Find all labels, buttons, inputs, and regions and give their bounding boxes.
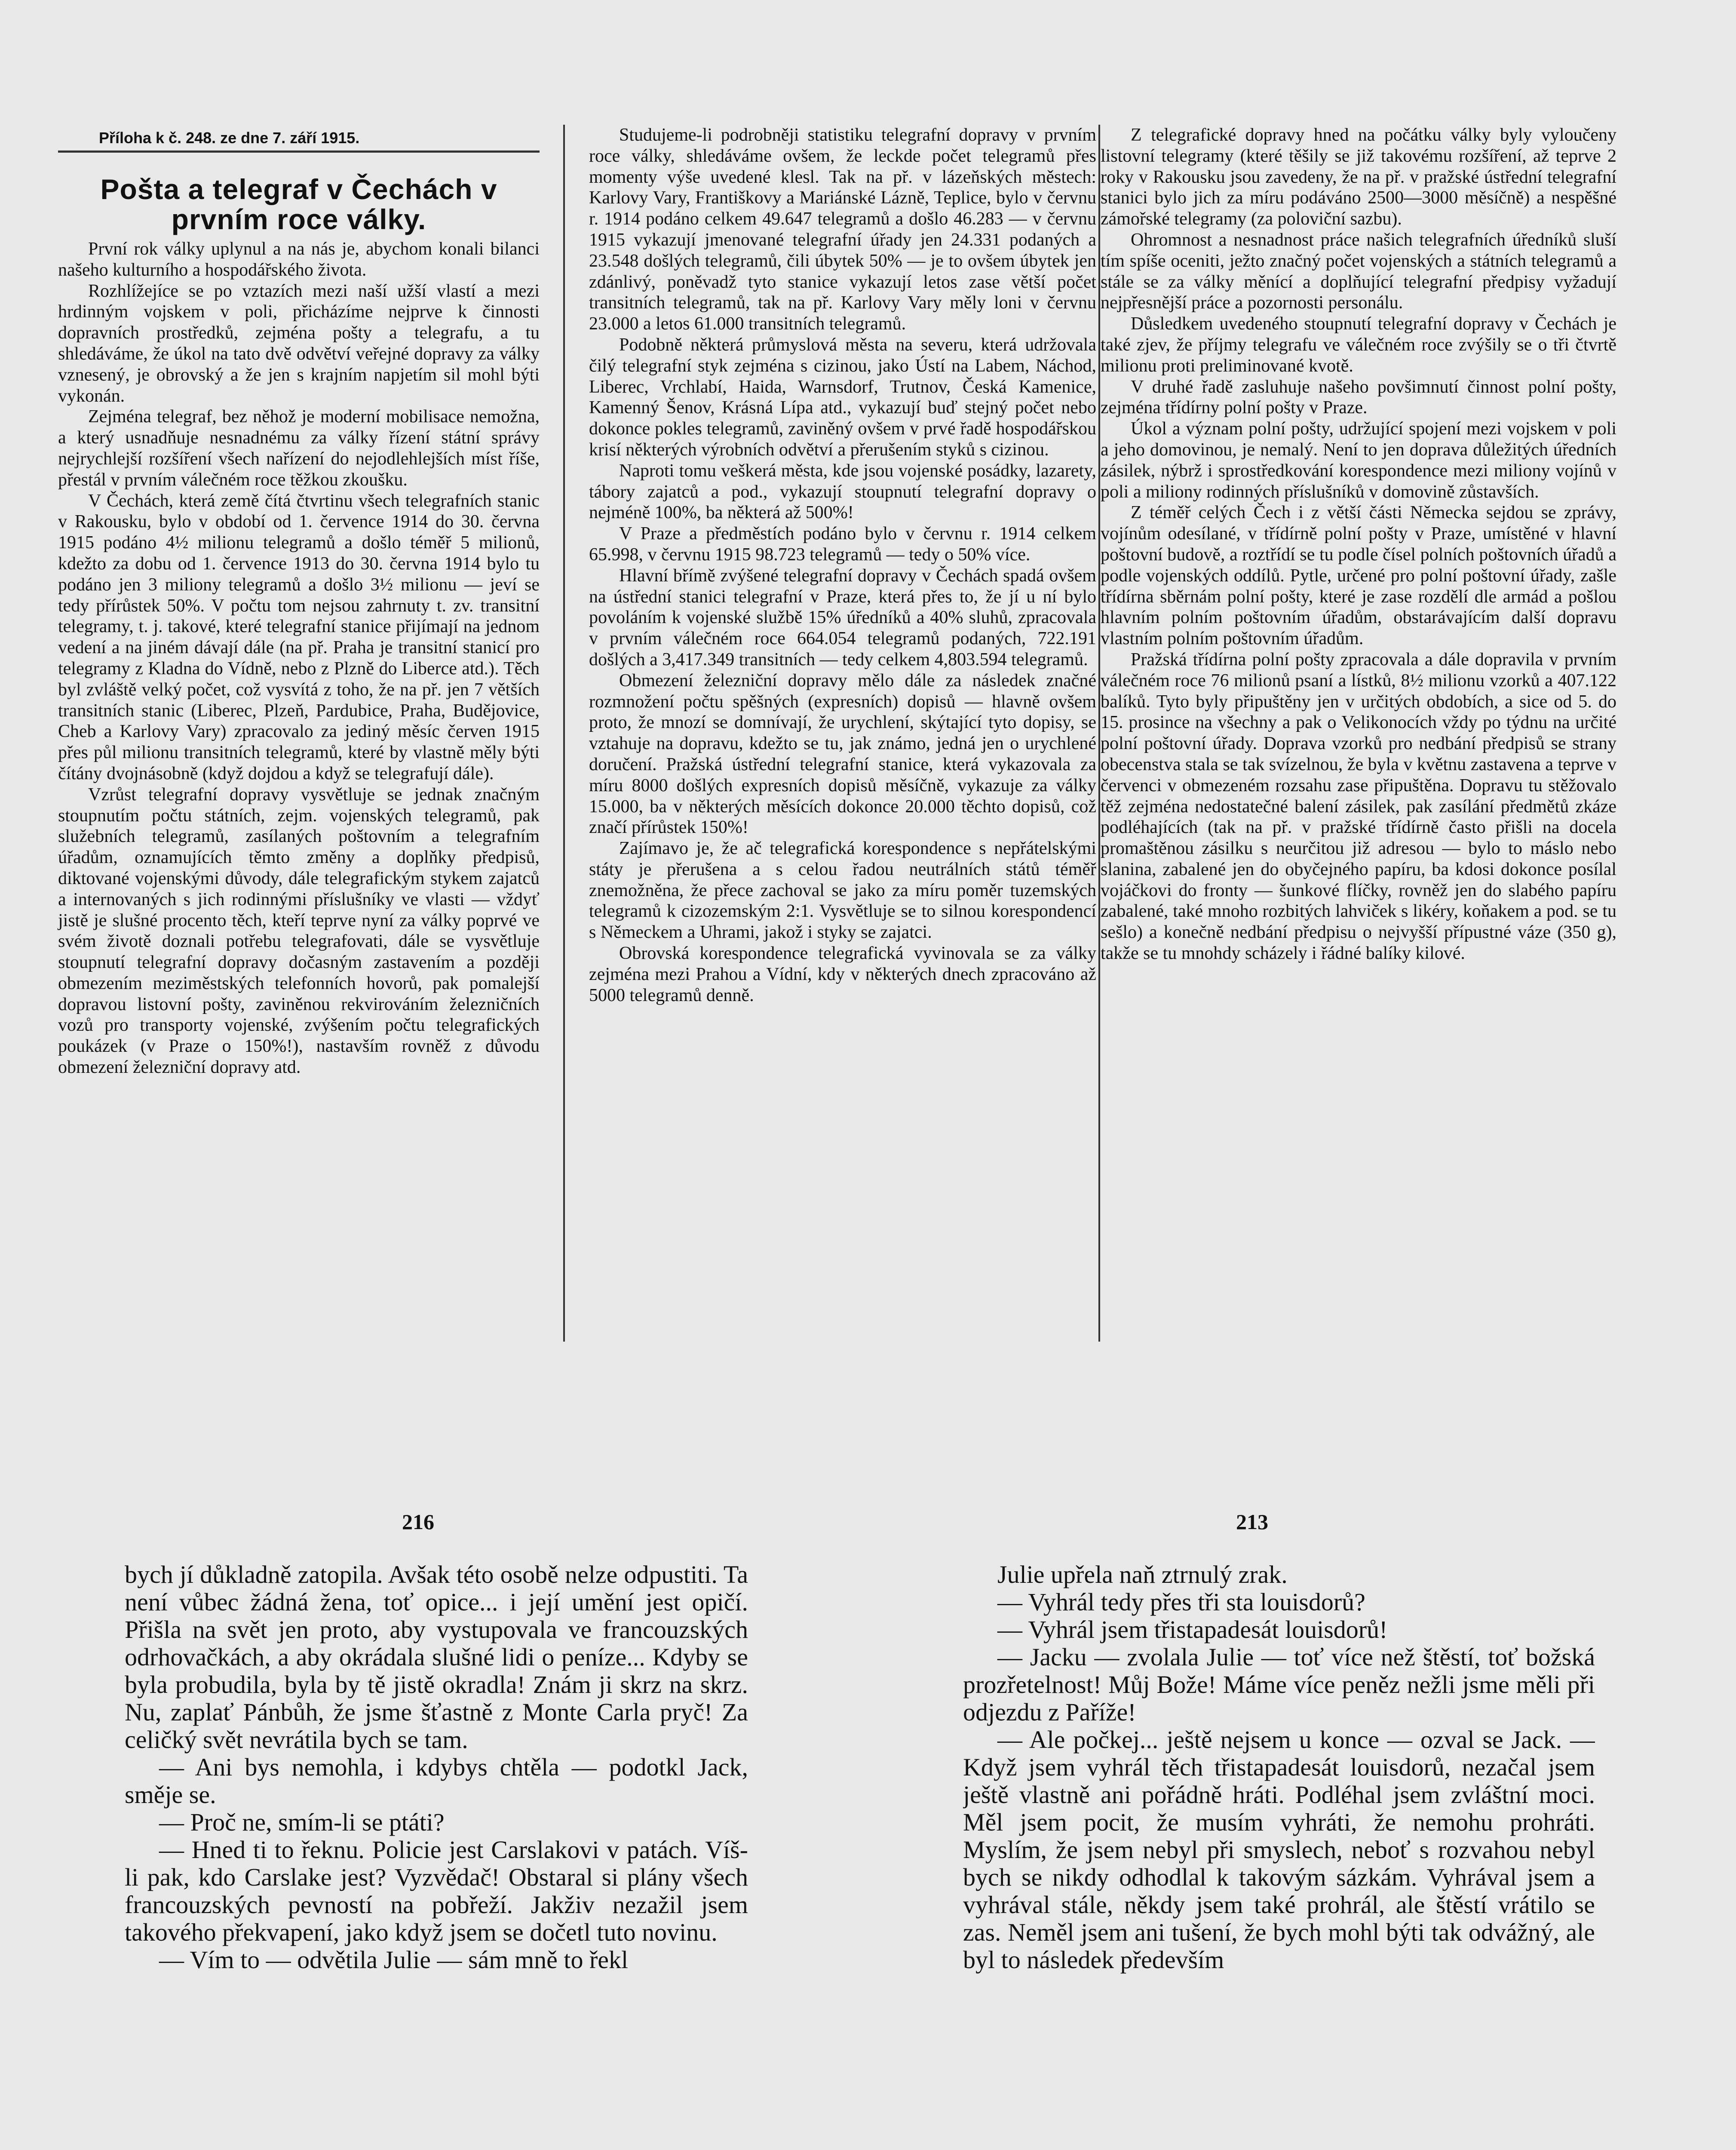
paragraph: — Ani bys nemohla, i kdybys chtěla — podotkl Jack, směje se. <box>125 1753 748 1809</box>
paragraph: Podobně některá průmyslová města na severu, která udržovala čilý telegrafní styk zejména s cizinou, jako Ústí na Labem, Náchod, Liberec, Vrchlabí, Haida, Warnsdorf, Trutnov, Česká Kamenice, Kamenný Šenov, Krásná Lípa atd., vykazují buď stejný počet nebo dokonce pokles telegramů, zaviněný ovšem v prvé řadě hospodářskou krisí některých výrobních odvětví a přerušením styků s cizinou. <box>589 335 1096 460</box>
paragraph: — Jacku — zvolala Julie — toť více než štěstí, toť božská prozřetelnost! Můj Bože! Máme více peněz nežli jsme měli při odjezdu z Paříže! <box>963 1643 1595 1726</box>
paragraph: — Hned ti to řeknu. Policie jest Carslakovi v patách. Víš-li pak, kdo Carslake jest? Vyzvědač! Obstaral si plány všech francouzských pevností na pobřeží. Jakživ nezažil jsem takového překvapení, jako když jsem se dočetl tuto novinu. <box>125 1836 748 1946</box>
page-number-left: 216 <box>402 1510 434 1534</box>
paragraph: Z téměř celých Čech i z větší části Německa sejdou se zprávy, vojínům odesílané, v třídírně polní pošty v Praze, umístěné v hlavní poštovní budově, a roztřídí se tu podle čísel polních poštovních úřadů a podle vojenských oddílů. Pytle, určené pro polní poštovní úřady, zašle třídírna sběrnám polní pošty, které je zase rozdělí dle armád a pošlou hlavním polním poštovním úřadům, obstarávajícím další dopravu vlastním polním poštovním úřadům. <box>1101 503 1616 649</box>
paragraph: Julie upřela naň ztrnulý zrak. <box>997 1561 1288 1588</box>
paragraph: Zajímavo je, že ač telegrafická korespondence s nepřátelskými státy je přerušena a s celou řadou neutrálních států téměř znemožněna, že přece zachoval se jako za míru poměr tuzemských telegramů k cizozemským 2:1. Vysvětluje se to silnou korespondencí s Německem a Uhrami, jakož i styky se zajatci. <box>589 838 1096 943</box>
book-page-left <box>125 1561 748 2150</box>
book-page-right <box>963 1561 1595 2150</box>
paragraph: Z telegrafické dopravy hned na počátku války byly vyloučeny listovní telegramy (které těšily se již takovému rozšíření, až teprve 2 roky v Rakousku jsou zavedeny, že na př. v pražské ústřední telegrafní stanici bylo jich za míru podáváno 2500—3000 měsíčně) a nespěšné zámořské telegramy (za poloviční sazbu). <box>1101 125 1616 229</box>
paragraph: Vzrůst telegrafní dopravy vysvětluje se jednak značným stoupnutím počtu státních, zejm. vojenských telegramů, pak služebních telegramů, zasílaných poštovním a telegrafním úřadům, oznamujících těmto změny a doplňky předpisů, diktované vojenskými důvody, dále telegrafickým stykem zajatců a internovaných s jich rodinnými příslušníky ve vlasti — vždyť jistě je slušné procento těch, kteří teprve nyní za války poprvé ve svém životě doznali potřebu telegrafovati, dále se vysvětluje stoupnutí telegrafní dopravy dočasným zastavením a později obmezením meziměstských telefonních hovorů, pak pomalejší dopravou listovní pošty, zaviněnou rekvirováním železničních vozů pro transporty vojenské, zvýšením počtu telegrafických poukázek (v Praze o 150%!), nastavším rovněž z důvodu obmezení železniční dopravy atd. <box>58 784 540 1078</box>
supplement-header: Příloha k č. 248. ze dne 7. září 1915. <box>99 129 360 147</box>
column-divider-2 <box>1098 125 1100 1342</box>
column-divider-1 <box>563 125 565 1342</box>
paragraph: — Vyhrál tedy přes tři sta louisdorů? <box>997 1588 1365 1616</box>
paragraph: Ohromnost a nesnadnost práce našich telegrafních úředníků sluší tím spíše oceniti, ježto značný počet vojenských a státních telegramů a stále se za války měnící a doplňující telegrafní předpisy vyžadují nejpřesnější práce a pozornosti personálu. <box>1101 230 1616 313</box>
paragraph: Důsledkem uvedeného stoupnutí telegrafní dopravy v Čechách je také zjev, že příjmy telegrafu ve válečném roce zvýšily se o tři čtvrtě milionu proti preliminované kvotě. <box>1101 314 1616 376</box>
paragraph: V Praze a předměstích podáno bylo v červnu r. 1914 celkem 65.998, v červnu 1915 98.723 telegramů — tedy o 50% více. <box>589 524 1096 565</box>
article-title: Pošta a telegraf v Čechách v prvním roce války. <box>100 173 497 235</box>
paragraph: Úkol a význam polní pošty, udržující spojení mezi vojskem v poli a jeho domovinou, je nemalý. Není to jen doprava důležitých úředních zásilek, nýbrž i sprostředkování korespondence mezi miliony vojínů v poli a miliony rodinných příslušníků v domovině zůstavších. <box>1101 419 1616 502</box>
article-column-2 <box>589 125 1096 1006</box>
paragraph: První rok války uplynul a na nás je, abychom konali bilanci našeho kulturního a hospodářského života. <box>58 239 540 280</box>
paragraph: V druhé řadě zasluhuje našeho povšimnutí činnost polní pošty, zejména třídírny polní pošty v Praze. <box>1101 377 1616 418</box>
paragraph: — Proč ne, smím-li se ptáti? <box>159 1808 445 1836</box>
paragraph: Obrovská korespondence telegrafická vyvinovala se za války zejména mezi Prahou a Vídní, kdy v některých dnech zpracováno až 5000 telegramů denně. <box>589 943 1096 1005</box>
paragraph: — Ale počkej... ještě nejsem u konce — ozval se Jack. — Když jsem vyhrál těch třistapadesát louisdorů, nezačal jsem ještě vlastně ani pořádně hráti. Podléhal jsem zvláštní moci. Měl jsem pocit, že musím vyhráti, že nemohu prohráti. Myslím, že jsem nebyl při smyslech, neboť s rozvahou nebyl bych se nikdy odhodlal k takovým sázkám. Vyhrával jsem a vyhrával stále, někdy jsem také prohrál, ale štěstí vrátilo se zas. Neměl jsem ani tušení, že bych mohl býti tak odvážný, ale byl to následek především <box>963 1726 1595 1974</box>
page-number-right: 213 <box>1236 1510 1268 1534</box>
paragraph: bych jí důkladně zatopila. Avšak této osobě nelze odpustiti. Ta není vůbec žádná žena, toť opice... i její umění jest opičí. Přišla na svět jen proto, aby vystupovala ve francouzských odrhovačkách, a aby okrádala slušné lidi o peníze... Kdyby se byla probudila, byla by tě jistě okradla! Znám ji skrz na skrz. Nu, zaplať Pánbůh, že jsme šťastně z Monte Carla pryč! Za celičký svět nevrátila bych se tam. <box>125 1561 748 1754</box>
article-column-3 <box>1101 125 1616 964</box>
paragraph: Zejména telegraf, bez něhož je moderní mobilisace nemožna, a který usnadňuje nesnadnému za války řízení státní správy nejrychlejší rozšíření všech nařízení do nejodlehlejších míst říše, přestál v prvním válečném roce těžkou zkoušku. <box>58 407 540 490</box>
paragraph: Studujeme-li podrobněji statistiku telegrafní dopravy v prvním roce války, shledáváme ovšem, že leckde počet telegramů přes momenty výše uvedené klesl. Tak na př. v lázeňských městech: Karlovy Vary, Františkovy a Mariánské Lázně, Teplice, bylo v červnu r. 1914 podáno celkem 49.647 telegramů a došlo 46.283 — v červnu 1915 vykazují jmenované telegrafní úřady jen 24.331 podaných a 23.548 došlých telegramů, čili úbytek 50% — je to ovšem úbytek jen zdánlivý, poněvadž tyto stanice vykazují letos zase větší počet transitních telegramů, tak na př. Karlovy Vary měly loni v červnu 23.000 a letos 61.000 transitních telegramů. <box>589 125 1096 334</box>
paragraph: Obmezení železniční dopravy mělo dále za následek značné rozmnožení počtu spěšných (expresních) dopisů — hlavně ovšem proto, že mnozí se domnívají, že urychlení, skýtající tyto dopisy, se vztahuje na dopravu, kdežto se tu, jak známo, jedná jen o urychlené doručení. Pražská ústřední telegrafní stanice, která vykazovala za míru 8000 došlých expresních dopisů měsíčně, vykazuje za války 15.000, ba v některých měsících dokonce 20.000 těchto dopisů, což značí přírůstek 150%! <box>589 670 1096 838</box>
paragraph: Hlavní břímě zvýšené telegrafní dopravy v Čechách spadá ovšem na ústřední stanici telegrafní v Praze, která přes to, že jí u ní bylo povoláním k vojenské službě 15% úředníků a 40% sluhů, zpracovala v prvním válečném roce 664.054 telegramů podaných, 722.191 došlých a 3,417.349 transitních — tedy celkem 4,803.594 telegramů. <box>589 565 1096 670</box>
article-column-1 <box>58 239 540 1078</box>
paragraph: Pražská třídírna polní pošty zpracovala a dále dopravila v prvním válečném roce 76 milionů psaní a lístků, 8½ milionu vzorků a 407.122 balíků. Tyto byly připuštěny jen v určitých obdobích, a sice od 5. do 15. prosince na všechny a pak o Velikonocích vždy po týdnu na určité polní poštovní úřady. Doprava vzorků pro nedbání předpisů se strany obecenstva stala se tak svízelnou, že byla v květnu zastavena a teprve v červenci v obmezeném rozsahu zase připuštěna. Dopravu tu stěžovalo těž zejména nedostatečné balení zásilek, pak zasílání předmětů zkáze podléhajících (tak na př. v pražské třídírně často přišli na docela promaštěnou zásilku s neurčitou již adresou — bylo to máslo nebo slanina, zabalené jen do obyčejného papíru, ba kdosi dokonce posílal vojáčkovi do fronty — šunkové flíčky, rovněž jen do slabého papíru zabalené, také mnoho rozbitých lahviček s likéry, koňakem a pod. se tu sešlo) a konečně nedbání předpisu o nejvyšší přípustné váze (350 g), takže se tu mnohdy scházely i řádné balíky kilové. <box>1101 649 1617 964</box>
paragraph: Naproti tomu veškerá města, kde jsou vojenské posádky, lazarety, tábory zajatců a pod., vykazují stoupnutí telegrafní dopravy o nejméně 100%, ba některá až 500%! <box>589 461 1096 523</box>
paragraph: — Vyhrál jsem třistapadesát louisdorů! <box>997 1616 1388 1643</box>
paragraph: — Vím to — odvětila Julie — sám mně to řekl <box>159 1946 629 1974</box>
header-rule <box>58 150 540 153</box>
paragraph: V Čechách, která země čítá čtvrtinu všech telegrafních stanic v Rakousku, bylo v období od 1. července 1914 do 30. června 1915 podáno 4½ milionu telegramů a došlo téměř 5 milionů, kdežto za dobu od 1. července 1913 do 30. června 1914 bylo tu podáno jen 3 miliony telegramů a došlo 3½ milionu — jeví se tedy přírůstek 50%. V počtu tom nejsou zahrnuty t. zv. transitní telegramy, t. j. takové, které telegrafní stanice přijímají na jednom vedení a na jiném dávají dále (na př. Praha je transitní stanicí pro telegramy z Kladna do Vídně, nebo z Plzně do Liberce atd.). Těch byl zvláště velký počet, což vysvítá z toho, že na př. jen 7 větších transitních stanic (Liberec, Plzeň, Pardubice, Praha, Budějovice, Cheb a Karlovy Vary) zpracovalo za jediný měsíc červen 1915 přes půl milionu transitních telegramů, které by vlastně měly býti čítány dvojnásobně (když dojdou a když se telegrafují dále). <box>58 491 540 783</box>
paragraph: Rozhlížejíce se po vztazích mezi naší užší vlastí a mezi hrdinným vojskem v poli, přicházíme nejprve k činnosti dopravních prostředků, zejména pošty a telegrafu, a tu shledáváme, že úkol na tato dvě odvětví veřejné dopravy za války vznesený, je obrovský a že jen s krajním napjetím sil mohl býti vykonán. <box>58 281 540 406</box>
